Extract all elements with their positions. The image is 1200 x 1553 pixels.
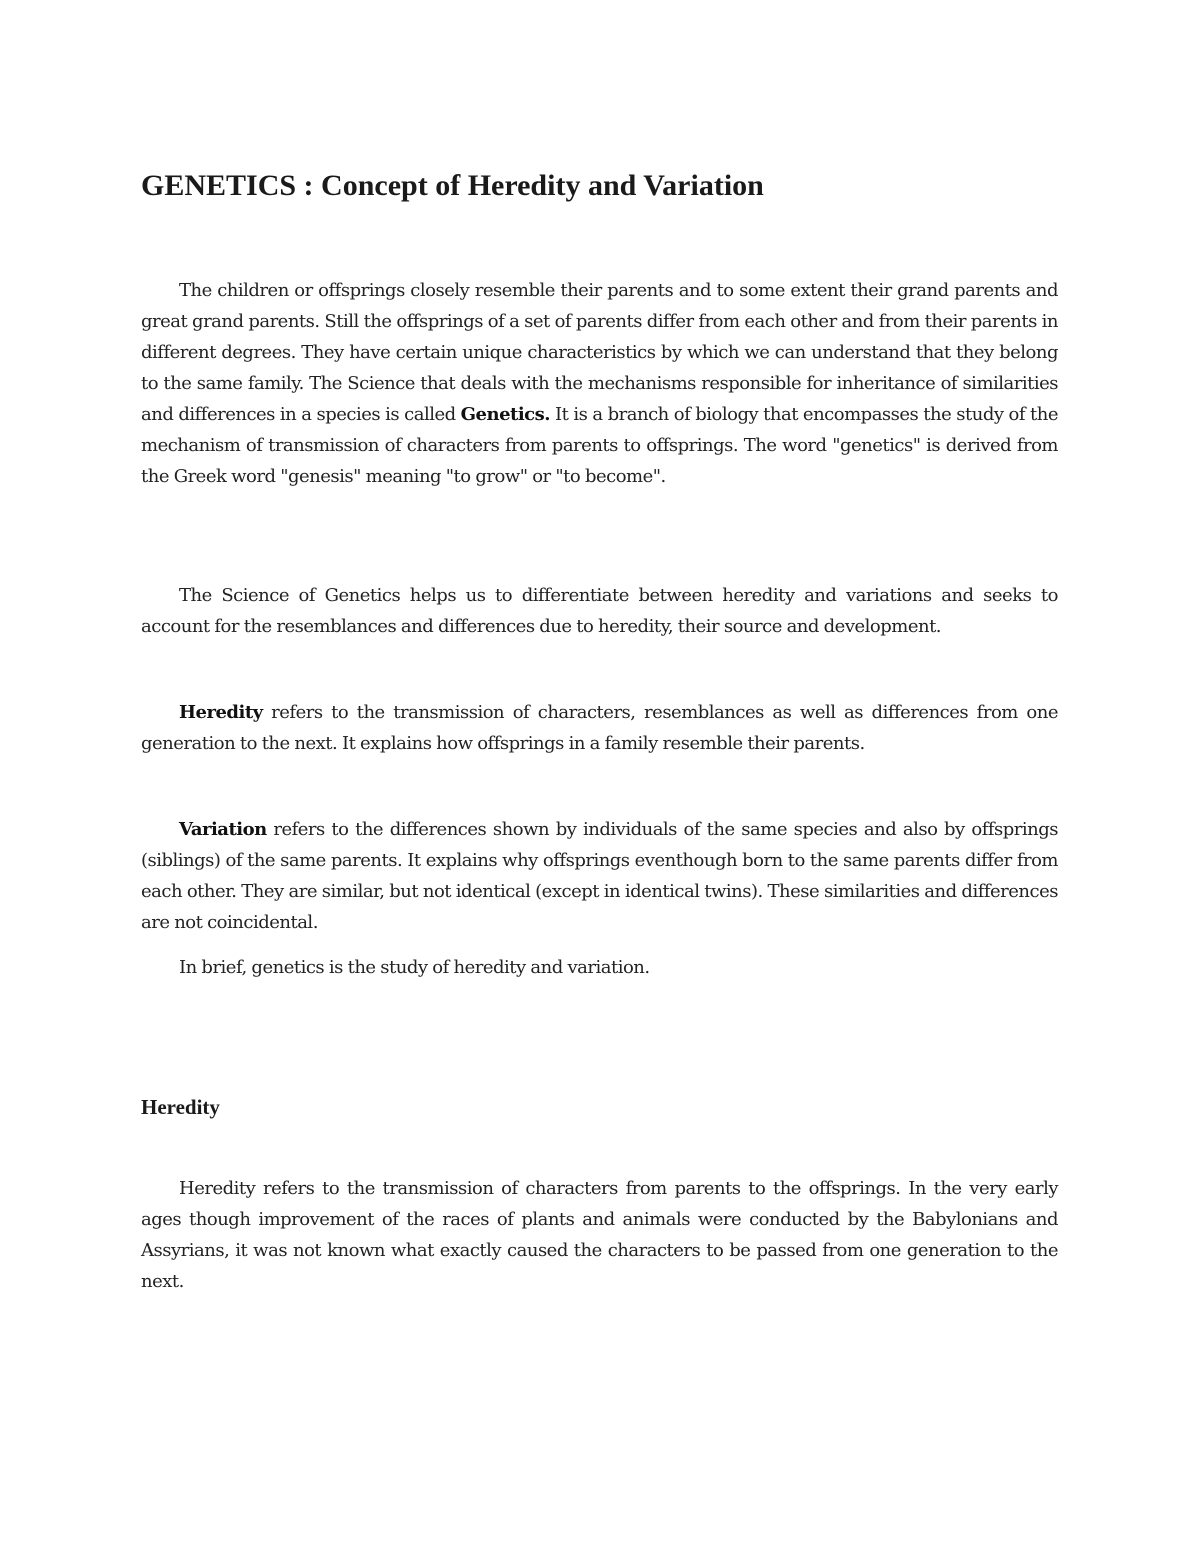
genetics-term: Genetics. xyxy=(460,404,551,425)
brief-paragraph: In brief, genetics is the study of heredity and variation. xyxy=(179,957,650,978)
heredity-term: Heredity xyxy=(179,702,263,723)
variation-term: Variation xyxy=(179,819,267,840)
intro-paragraph xyxy=(141,275,1058,492)
variation-definition-paragraph xyxy=(141,814,1058,938)
science-paragraph: The Science of Genetics helps us to differentiate between heredity and variations and seeks to account for the resemblances and differences due to heredity, their source and development. xyxy=(141,585,1058,637)
heredity-definition-paragraph xyxy=(141,697,1058,759)
page-title: GENETICS : Concept of Heredity and Variation xyxy=(141,169,764,202)
intro-text-end: It is a branch of biology that encompasses the study of the mechanism of transmission of characters from parents to offsprings. The word "genetics" is derived from the Greek word "genesis" meaning "to grow" or "to become". xyxy=(141,404,1058,487)
heredity-section-paragraph: Heredity refers to the transmission of characters from parents to the offsprings. In the very early ages though improvement of the races of plants and animals were conducted by the Babylonians and Assyrians, it was not known what exactly caused the characters to be passed from one generation to the next. xyxy=(141,1178,1058,1292)
intro-text-start: The children or offsprings closely resemble their parents and to some extent their grand parents and great grand parents. Still the offsprings of a set of parents differ from each other and from their parents in different degrees. They have certain unique characteristics by which we can understand that they belong to the same family. The Science that deals with the mechanisms responsible for inheritance of similarities and differences in a species is called xyxy=(141,280,1058,425)
heredity-section-heading: Heredity xyxy=(141,1095,220,1119)
variation-definition-text: refers to the differences shown by individuals of the same species and also by offsprings (siblings) of the same parents. It explains why offsprings eventhough born to the same parents differ from each other. They are similar, but not identical (except in identical twins). These similarities and differences are not coincidental. xyxy=(141,819,1058,933)
heredity-definition-text: refers to the transmission of characters, resemblances as well as differences from one generation to the next. It explains how offsprings in a family resemble their parents. xyxy=(141,702,1058,754)
